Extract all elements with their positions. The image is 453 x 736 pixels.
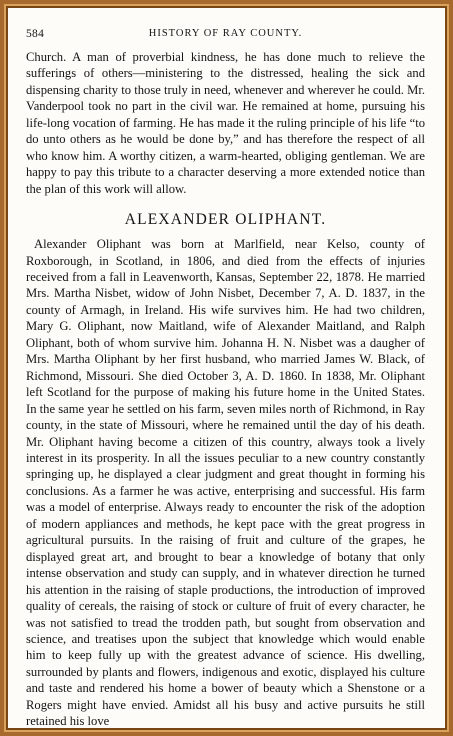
running-head	[26, 28, 425, 44]
book-page	[8, 8, 445, 728]
book-title: HISTORY OF RAY COUNTY.	[148, 28, 303, 39]
continuation-paragraph: Church. A man of proverbial kindness, he has done much to relieve the sufferings of others—ministering to the distressed, healing the sick and dispensing charity to those truly in need, whenever and wherever he could. Mr. Vanderpool took no part in the civil war. He remained at home, pursuing his life-long vocation of farming. He has made it the ruling principle of his life “to do unto others as he would be done by,” and has therefore the respect of all who know him. A worthy citizen, a warm-hearted, obliging gentleman. We are happy to pay this tribute to a character deserving a more extended notice than the plan of this work will allow.	[26, 50, 425, 196]
page-number: 584	[26, 28, 45, 40]
biography-paragraph: Alexander Oliphant was born at Marlfield, near Kelso, county of Roxborough, in Scotland, in 1806, and died from the effects of injuries received from a fall in Leavenworth, Kansas, September 22, 1878. He married Mrs. Martha Nisbet, widow of John Nisbet, December 7, A. D. 1837, in the county of Armagh, in Ireland. His wife survives him. He had two children, Mary G. Oliphant, now Maitland, wife of Alexander Maitland, and Ralph Oliphant, both of whom survive him. Johanna H. N. Nisbet was a daugher of Mrs. Martha Oliphant by her first husband, who married James W. Black, of Richmond, Missouri. She died October 3, A. D. 1860. In 1838, Mr. Oliphant left Scotland for the purpose of making his future home in the United States. In the same year he settled on his farm, seven miles north of Richmond, in Ray county, in the state of Missouri, where he remained until the day of his death. Mr. Oliphant having become a citizen of this country, always took a lively interest in its prosperity. In all the issues peculiar to a new country constantly springing up, he displayed a clear judgment and great thought in forming his conclusions. As a farmer he was active, enterprising and successful. His farm was a model of enterprise. Always ready to encounter the risk of the adoption of modern appliances and methods, he kept pace with the great progress in agricultural pursuits. In the raising of fruit and culture of the grapes, he displayed great art, and brought to bear a knowledge of botany that only intense observation and study can supply, and in whatever direction he turned his attention in the raising of staple productions, the introduction of improved quality of cereals, the raising of stock or culture of fruit of every character, he was not satisfied to tread the trodden path, but sought from observation and science, and treatises upon the subject that knowledge which would enable him to keep fully up with the greatest advance of science. His dwelling, surrounded by plants and flowers, indigenous and exotic, displayed his culture and taste and rendered his home a bower of beauty which a Shenstone or a Rogers might have envied. Amidst all his busy and active pursuits he still retained his love	[26, 237, 425, 728]
frame-border	[4, 4, 449, 732]
section-heading: ALEXANDER OLIPHANT.	[124, 211, 327, 229]
